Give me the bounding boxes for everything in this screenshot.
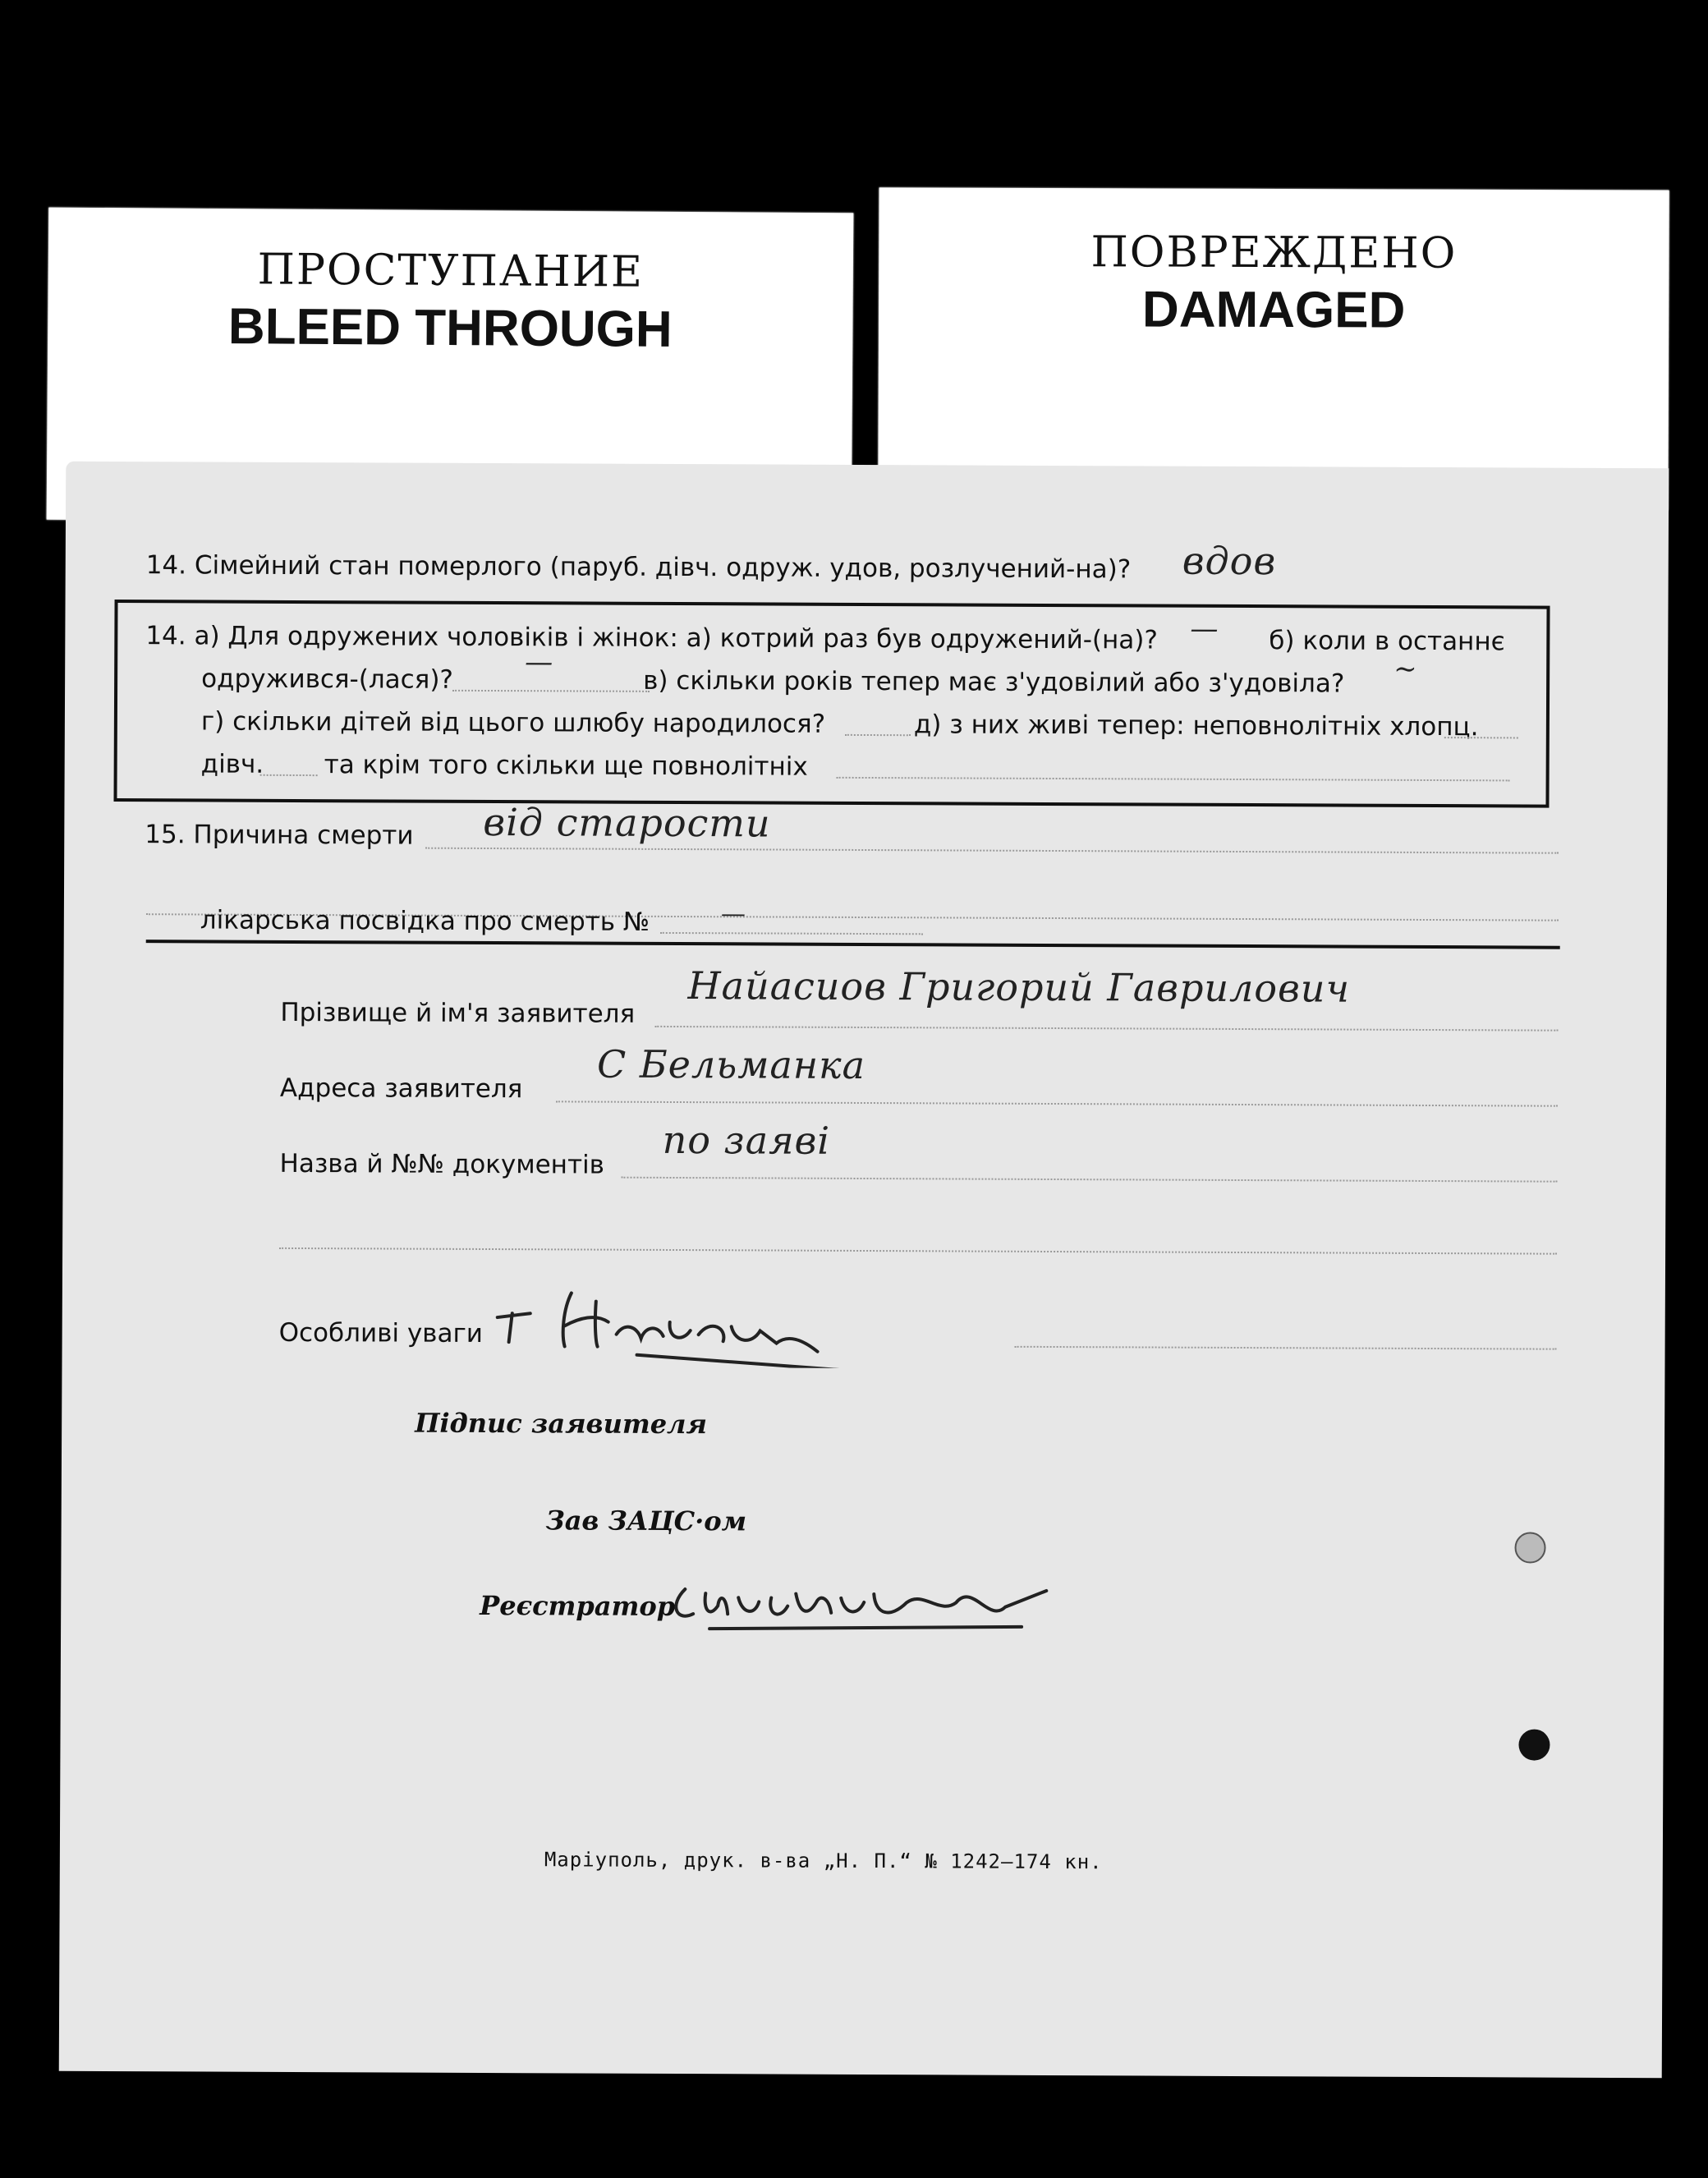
q14-answer: вдов [1182,538,1277,584]
damaged-label-en: DAMAGED [1141,281,1406,339]
q15-answer: від старости [483,799,771,846]
remarks-label: Особливі уваги [278,1317,484,1349]
q14a-line1b: б) коли в останнє [1269,626,1505,657]
registrar-signature-image [660,1556,1087,1648]
documents-field [621,1175,1557,1183]
death-record-form [59,462,1669,2078]
q14a-line1: 14. а) Для одружених чоловіків і жінок: а) котрий раз був одружений-(на)? [145,621,1158,655]
applicant-address-value: С Бельманка [596,1041,866,1088]
q15-field [425,846,1559,854]
printer-imprint: Маріуполь, друк. в-ва „Н. П.“ № 1242—174 кн. [544,1848,1103,1874]
applicant-address-label: Адреса заявителя [279,1073,523,1105]
punch-hole [1518,1729,1550,1760]
documents-value: по заяві [662,1117,831,1163]
q14a-line3a: г) скільки дітей від цього шлюбу народилося? [200,706,826,739]
q14a-field4 [1444,735,1518,738]
q14a-line3b: д) з них живі тепер: неповнолітніх хлопц. [913,710,1479,742]
bleed-through-label-en: BLEED THROUGH [227,298,673,358]
q14a-line2b: в) скільки років тепер має з'удовілий або з'удовіла? [643,665,1345,699]
applicant-name-field [654,1024,1558,1032]
q14a-field3 [845,733,911,736]
documents-field-line2 [279,1246,1557,1255]
section-divider [146,940,1560,949]
applicant-signature-label: Підпис заявителя [415,1407,708,1441]
applicant-address-field [556,1099,1558,1106]
cert-label: лікарська посвідка про смерть № [200,905,650,937]
documents-label: Назва й №№ документів [279,1148,605,1180]
head-label: Зав ЗАЦС·ом [545,1505,747,1537]
q14a-dash2: — [525,646,554,679]
damaged-target [878,187,1669,510]
applicant-name-value: Найасиов Григорий Гаврилович [687,963,1351,1011]
remarks-field [1015,1344,1557,1350]
punch-hole [1514,1532,1545,1563]
q15-label: 15. Причина смерти [145,820,414,851]
q14a-field5 [260,773,318,776]
q14-label: 14. Сімейний стан померлого (паруб. дівч. одруж. удов, розлучений-на)? [145,550,1132,585]
applicant-signature-image [472,1276,932,1368]
q14a-line4b: та крім того скільки ще повнолітніх [324,750,808,782]
q14a-dash3: ~ [1393,652,1418,686]
q14a-line2a: одружився-(лася)? [201,664,454,695]
damaged-label-ru: ПОВРЕЖДЕНО [1090,227,1458,278]
q14a-dash1: — [1190,612,1219,646]
applicant-name-label: Прізвище й ім'я заявителя [280,997,636,1029]
cert-answer: — [720,899,746,929]
cert-field [660,930,923,935]
q14a-line4a: дівч. [200,749,264,779]
bleed-through-label-ru: ПРОСТУПАНИЕ [257,245,645,297]
registrar-label: Реєстратор [480,1589,676,1623]
